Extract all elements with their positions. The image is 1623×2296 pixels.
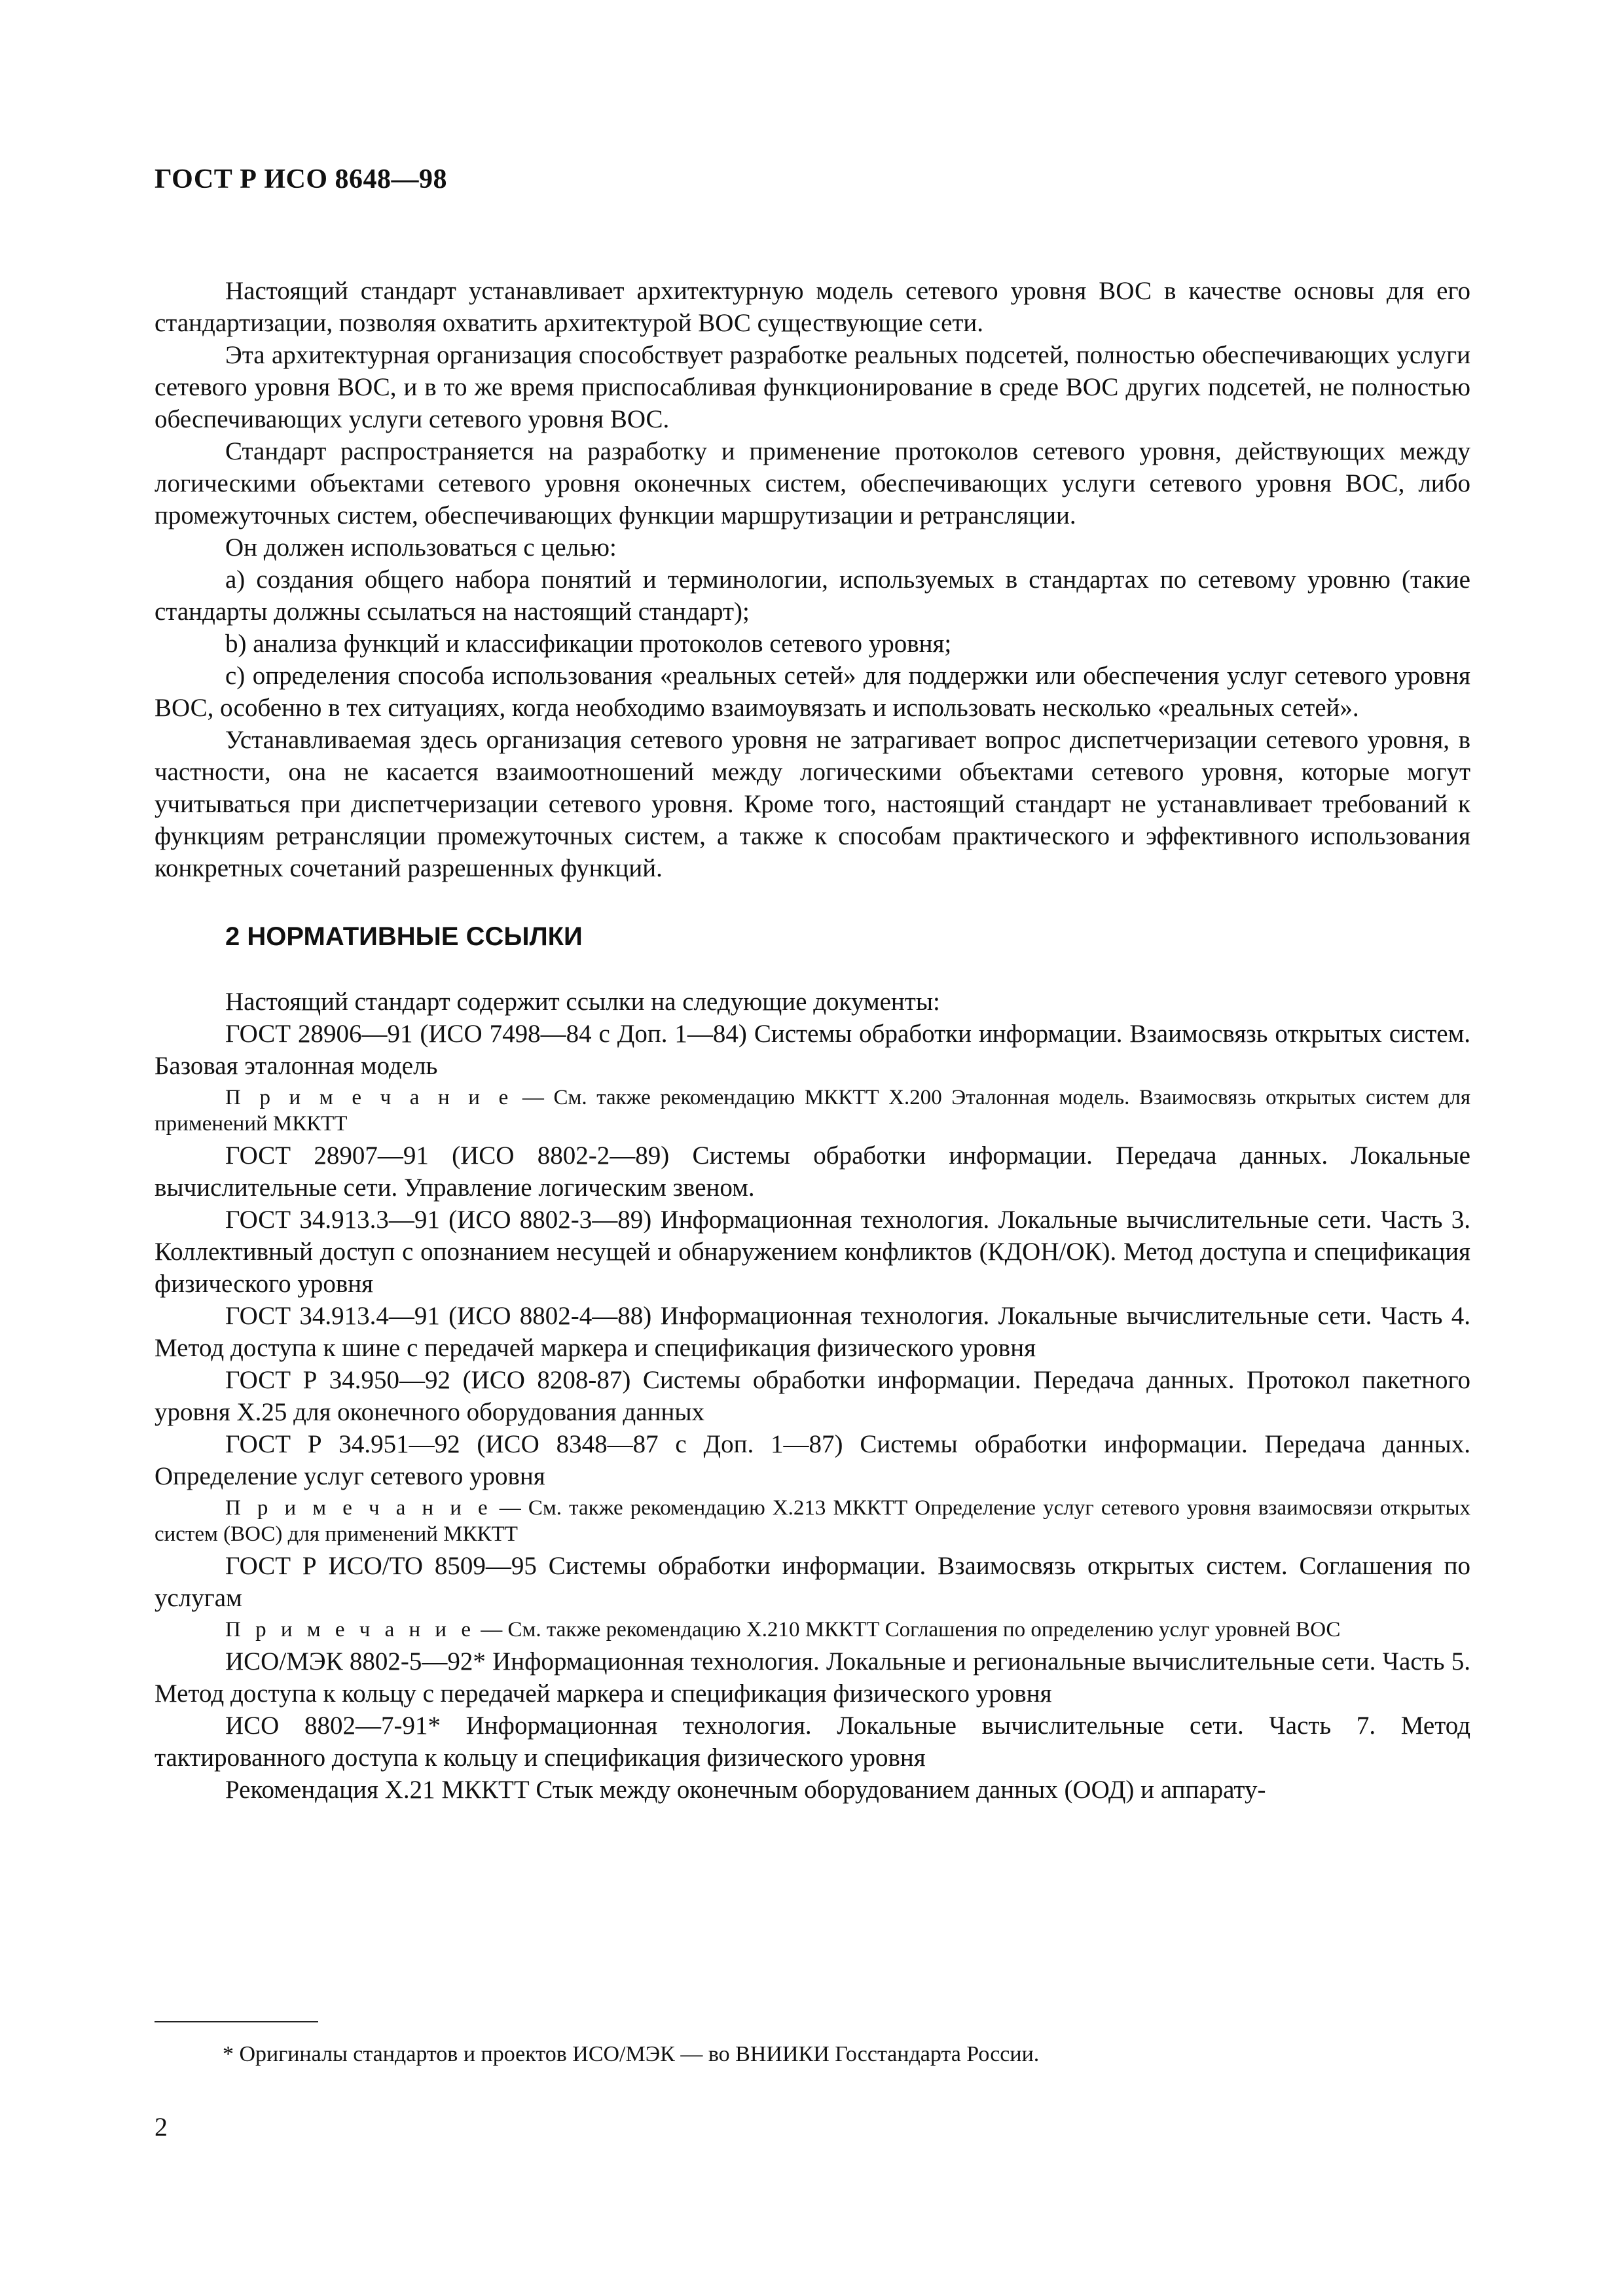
note-label: П р и м е ч а н и е [225,1496,492,1520]
paragraph: Настоящий стандарт устанавливает архитектурную модель сетевого уровня ВОС в качестве основы для его стандартизации, позволяя охватить архитектурой ВОС существующие сети. [155,277,1470,337]
paragraph: Эта архитектурная организация способствует разработке реальных подсетей, полностью обеспечивающих услуги сетевого уровня ВОС, и в то же время приспосабливая функционирование в среде ВОС других подсетей, не полностью обеспечивающих услуги сетевого уровня ВОС. [155,341,1470,433]
reference-item: ГОСТ 34.913.3—91 (ИСО 8802-3—89) Информационная технология. Локальные вычислительные сети. Часть 3. Коллективный доступ с опознанием несущей и обнаружением конфликтов (КДОН/ОК). Метод доступа и спецификация физического уровня [155,1206,1470,1298]
note-label: П р и м е ч а н и е [225,1086,513,1109]
paragraph: Он должен использоваться с целью: [225,533,617,562]
document-header: ГОСТ Р ИСО 8648—98 [155,164,448,194]
footnote-divider [155,2021,318,2022]
reference-item: ГОСТ 28906—91 (ИСО 7498—84 с Доп. 1—84) Системы обработки информации. Взаимосвязь открытых систем. Базовая эталонная модель [155,1020,1470,1080]
list-item: b) анализа функций и классификации протоколов сетевого уровня; [225,630,952,658]
footnote: * Оригиналы стандартов и проектов ИСО/МЭК — во ВНИИКИ Госстандарта России. [223,2042,1040,2066]
note-text: — См. также рекомендацию Х.213 МККТТ Определение услуг сетевого уровня взаимосвязи открытых систем (ВОС) для применений МККТТ [155,1496,1471,1546]
page-number: 2 [155,2112,168,2142]
paragraph: Устанавливаемая здесь организация сетевого уровня не затрагивает вопрос диспетчеризации сетевого уровня, в частности, она не касается взаимоотношений между логическими объектами сетевого уровня, которые могут учитываться при диспетчеризации сетевого уровня. Кроме того, настоящий стандарт не устанавливает требований к функциям ретрансляции промежуточных систем, а также к способам практического и эффективного использования конкретных сочетаний разрешенных функций. [155,726,1470,882]
reference-note [155,1495,1470,1547]
section-heading: 2 НОРМАТИВНЫЕ ССЫЛКИ [225,922,583,951]
page-content [155,275,1470,1806]
reference-item: ГОСТ Р 34.951—92 (ИСО 8348—87 с Доп. 1—87) Системы обработки информации. Передача данных. Определение услуг сетевого уровня [155,1430,1470,1490]
reference-item: ГОСТ Р 34.950—92 (ИСО 8208-87) Системы обработки информации. Передача данных. Протокол пакетного уровня Х.25 для оконечного оборудования данных [155,1366,1470,1426]
list-item: c) определения способа использования «реальных сетей» для поддержки или обеспечения услуг сетевого уровня ВОС, особенно в тех ситуациях, когда необходимо взаимоувязать и использовать несколько «реальных сетей». [155,662,1470,722]
reference-note [155,1085,1470,1137]
paragraph: Настоящий стандарт содержит ссылки на следующие документы: [225,988,940,1016]
reference-item: ГОСТ Р ИСО/ТО 8509—95 Системы обработки информации. Взаимосвязь открытых систем. Соглашения по услугам [155,1552,1470,1612]
note-text: — См. также рекомендацию Х.210 МККТТ Соглашения по определению услуг уровней ВОС [475,1618,1341,1641]
note-label: П р и м е ч а н и е [225,1618,475,1641]
paragraph: Стандарт распространяется на разработку и применение протоколов сетевого уровня, действующих между логическими объектами сетевого уровня оконечных систем, обеспечивающих услуги сетевого уровня ВОС, либо промежуточных систем, обеспечивающих функции маршрутизации и ретрансляции. [155,437,1470,529]
reference-item: Рекомендация Х.21 МККТТ Стык между оконечным оборудованием данных (ООД) и аппарату- [225,1776,1266,1804]
reference-item: ГОСТ 28907—91 (ИСО 8802-2—89) Системы обработки информации. Передача данных. Локальные вычислительные сети. Управление логическим звеном. [155,1141,1470,1202]
list-item: a) создания общего набора понятий и терминологии, используемых в стандартах по сетевому уровню (такие стандарты должны ссылаться на настоящий стандарт); [155,565,1470,626]
reference-item: ГОСТ 34.913.4—91 (ИСО 8802-4—88) Информационная технология. Локальные вычислительные сети. Часть 4. Метод доступа к шине с передачей маркера и спецификация физического уровня [155,1302,1470,1362]
reference-item: ИСО/МЭК 8802-5—92* Информационная технология. Локальные и региональные вычислительные сети. Часть 5. Метод доступа к кольцу с передачей маркера и спецификация физического уровня [155,1647,1470,1708]
reference-note [155,1617,1470,1643]
note-text: — См. также рекомендацию МККТТ Х.200 Эталонная модель. Взаимосвязь открытых систем для применений МККТТ [155,1086,1470,1136]
reference-item: ИСО 8802—7-91* Информационная технология. Локальные вычислительные сети. Часть 7. Метод тактированного доступа к кольцу и спецификация физического уровня [155,1712,1470,1772]
